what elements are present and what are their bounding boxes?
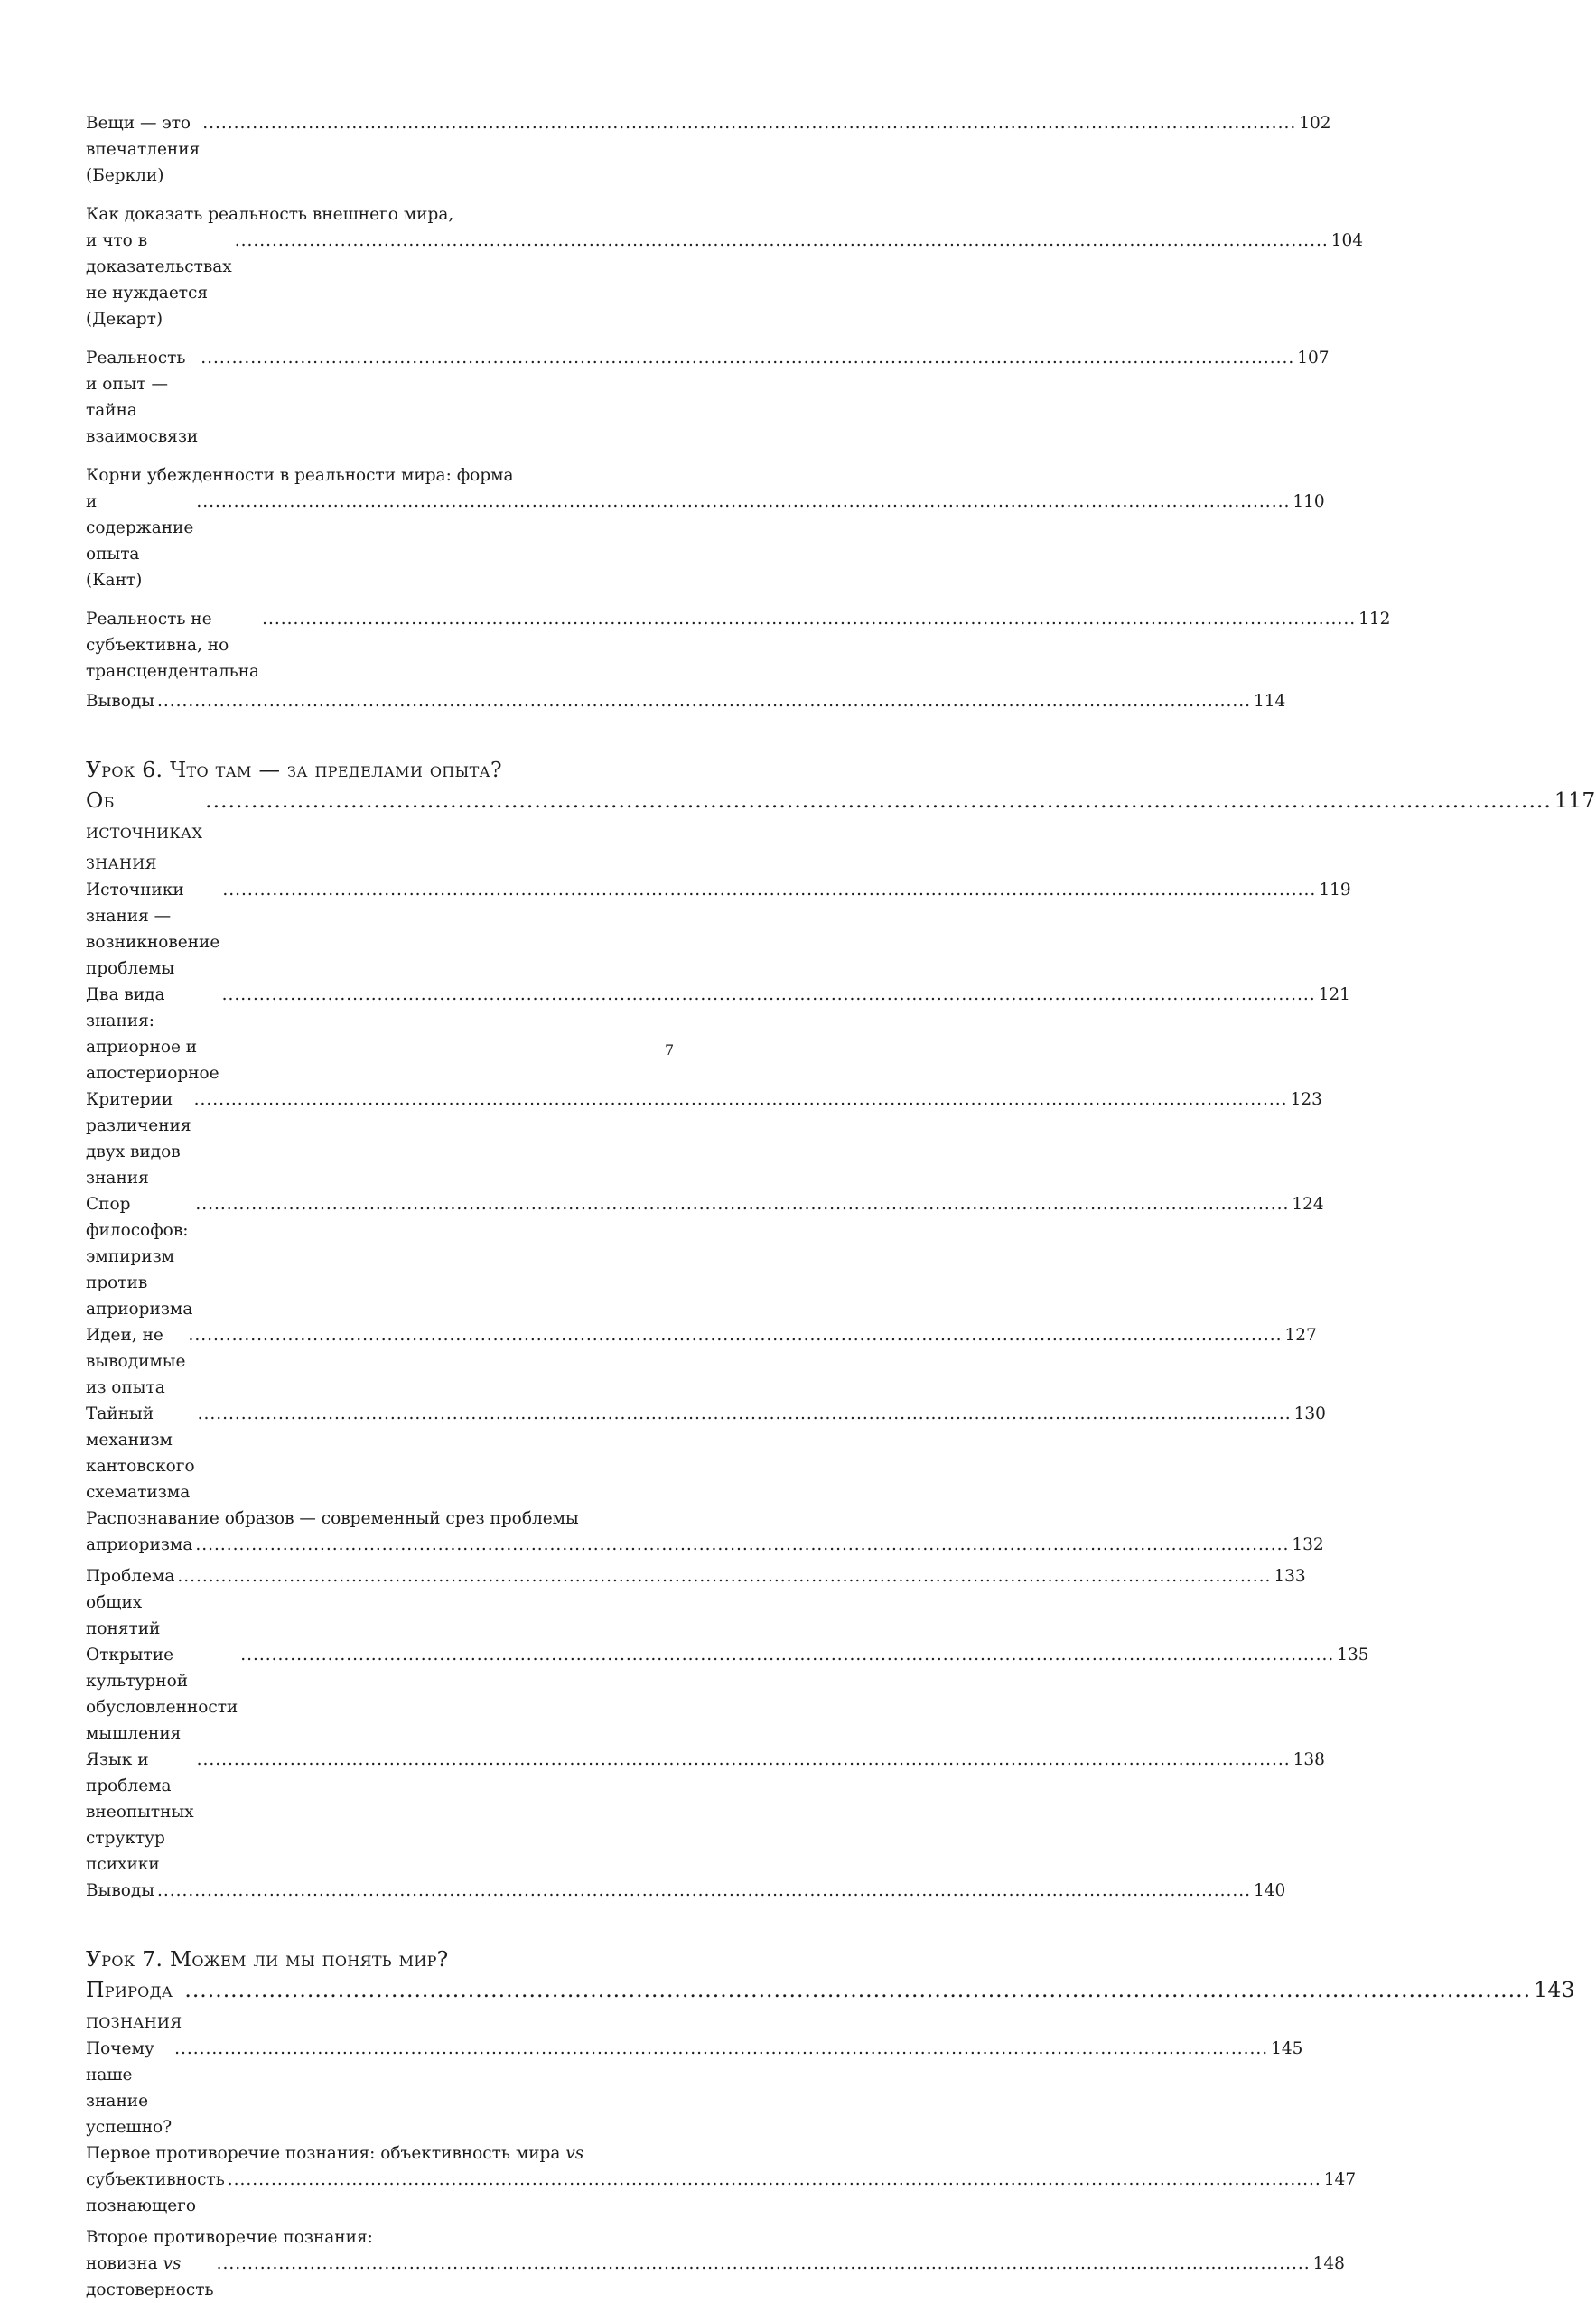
toc-entry-title: Реальность не субъективна, но трансцендентальна bbox=[86, 610, 260, 681]
leader-dots bbox=[235, 228, 1329, 254]
toc-entry-title-line1: Первое противоречие познания: объективность мира vs bbox=[86, 2144, 584, 2163]
toc-entry[interactable] bbox=[86, 2036, 1303, 2140]
leader-dots bbox=[195, 1191, 1289, 1217]
toc-page-number: 124 bbox=[1292, 1195, 1324, 1214]
toc-entry[interactable] bbox=[86, 982, 1350, 1086]
toc-entry-title-line1: Корни убежденности в реальности мира: форма bbox=[86, 466, 514, 485]
toc-entry-title: Реальность и опыт — тайна взаимосвязи bbox=[86, 349, 199, 446]
toc-page-number: 147 bbox=[1323, 2170, 1357, 2189]
toc-entry-title-line1: Второе противоречие познания: bbox=[86, 2228, 373, 2247]
leader-dots bbox=[195, 1532, 1289, 1558]
leader-dots bbox=[188, 1322, 1282, 1348]
toc-page-number: 119 bbox=[1319, 881, 1351, 900]
toc-chapter-entry[interactable] bbox=[86, 1974, 1575, 2036]
toc-page-number: 130 bbox=[1293, 1404, 1326, 1423]
leader-dots bbox=[198, 1401, 1292, 1427]
toc-entry[interactable] bbox=[86, 1642, 1369, 1747]
toc-page-number: 123 bbox=[1290, 1090, 1322, 1109]
toc-entry-title: Источники знания — возникновение проблемы bbox=[86, 881, 220, 978]
toc-page-number: 117 bbox=[1554, 788, 1596, 813]
toc-page-number: 145 bbox=[1271, 2039, 1303, 2058]
toc-page-number: 107 bbox=[1297, 349, 1330, 368]
toc-page-number: 132 bbox=[1292, 1535, 1324, 1554]
leader-dots bbox=[196, 489, 1290, 515]
toc-page-number: 102 bbox=[1299, 114, 1331, 133]
toc-entry[interactable] bbox=[86, 1747, 1325, 1878]
toc-entry[interactable] bbox=[86, 688, 1286, 714]
leader-dots bbox=[201, 345, 1294, 371]
toc-entry-title: Тайный механизм кантовского схематизма bbox=[86, 1404, 195, 1502]
toc-entry-title-line2: и что в доказательствах не нуждается (Декарт) bbox=[86, 231, 232, 329]
leader-dots bbox=[222, 982, 1316, 1008]
leader-dots bbox=[240, 1642, 1334, 1668]
toc-page-number: 114 bbox=[1254, 692, 1286, 711]
leader-dots bbox=[222, 877, 1316, 903]
toc-page-number: 133 bbox=[1274, 1567, 1306, 1586]
leader-dots bbox=[157, 688, 1251, 714]
toc-page-number: 112 bbox=[1358, 610, 1391, 629]
toc-entry[interactable] bbox=[86, 1506, 1324, 1558]
toc-page-number: 135 bbox=[1337, 1646, 1369, 1664]
chapter-title: Природа познания bbox=[86, 1977, 182, 2033]
leader-dots bbox=[194, 1086, 1288, 1113]
toc-page-number: 148 bbox=[1312, 2254, 1345, 2273]
toc-entry[interactable] bbox=[86, 110, 1331, 189]
toc-entry-title: Открытие культурной обусловленности мышления bbox=[86, 1646, 238, 1743]
toc-entry-title-line1: Как доказать реальность внешнего мира, bbox=[86, 205, 454, 224]
toc-page-number: 121 bbox=[1318, 985, 1350, 1004]
toc-entry[interactable] bbox=[86, 1563, 1306, 1642]
toc-page-number: 140 bbox=[1254, 1881, 1286, 1900]
toc-entry[interactable] bbox=[86, 345, 1330, 450]
toc-entry-title: Почему наше знание успешно? bbox=[86, 2039, 173, 2137]
toc-entry-title-line2: субъективность познающего bbox=[86, 2170, 225, 2215]
leader-dots bbox=[217, 2251, 1311, 2277]
toc-entry-title: Спор философов: эмпиризм против априоризма bbox=[86, 1195, 193, 1319]
leader-dots bbox=[262, 606, 1356, 632]
toc-entry-title: Выводы bbox=[86, 1881, 154, 1900]
leader-dots bbox=[205, 785, 1552, 816]
toc-entry-title: Язык и проблема внеопытных структур психики bbox=[86, 1750, 194, 1874]
leader-dots bbox=[197, 1747, 1291, 1773]
table-of-contents bbox=[86, 110, 1596, 2303]
vs-italic: vs bbox=[565, 2144, 584, 2163]
toc-entry-title-line2: априоризма bbox=[86, 1535, 193, 1554]
toc-page-number: 127 bbox=[1284, 1326, 1317, 1345]
vs-italic: vs bbox=[163, 2254, 182, 2273]
toc-entry[interactable] bbox=[86, 877, 1351, 982]
toc-entry[interactable] bbox=[86, 606, 1391, 685]
toc-page-number: 138 bbox=[1293, 1750, 1325, 1769]
toc-entry-title: Проблема общих понятий bbox=[86, 1567, 175, 1638]
toc-chapter-entry[interactable] bbox=[86, 785, 1596, 877]
toc-entry-title-line2: новизна vs достоверность bbox=[86, 2254, 214, 2299]
lesson-heading: Урок 6. Что там — за пределами опыта? bbox=[86, 757, 502, 782]
toc-entry[interactable] bbox=[86, 2140, 1357, 2219]
leader-dots bbox=[202, 110, 1296, 136]
toc-entry[interactable] bbox=[86, 1191, 1324, 1322]
toc-entry[interactable] bbox=[86, 462, 1325, 593]
toc-entry[interactable] bbox=[86, 2224, 1345, 2303]
chapter-title: Об источниках знания bbox=[86, 788, 203, 874]
toc-entry-title: Критерии различения двух видов знания bbox=[86, 1090, 191, 1188]
toc-entry-title: Вещи — это впечатления (Беркли) bbox=[86, 114, 201, 185]
toc-entry[interactable] bbox=[86, 1401, 1326, 1506]
leader-dots bbox=[157, 1878, 1251, 1904]
toc-entry-title: Идеи, не выводимые из опыта bbox=[86, 1326, 186, 1397]
toc-page-number: 104 bbox=[1330, 231, 1364, 250]
leader-dots bbox=[174, 2036, 1268, 2062]
toc-entry[interactable] bbox=[86, 1086, 1322, 1191]
toc-entry-title: Выводы bbox=[86, 692, 154, 711]
leader-dots bbox=[177, 1563, 1271, 1590]
leader-dots bbox=[228, 2167, 1321, 2193]
toc-entry-title: Два вида знания: априорное и апостериорное bbox=[86, 985, 219, 1083]
page-number: 7 bbox=[665, 1041, 675, 1058]
toc-entry-title-line2: и содержание опыта (Кант) bbox=[86, 492, 194, 590]
toc-page-number: 143 bbox=[1534, 1977, 1575, 2002]
lesson-heading: Урок 7. Можем ли мы понять мир? bbox=[86, 1946, 449, 1972]
toc-page-number: 110 bbox=[1293, 492, 1325, 511]
toc-entry-title-line1: Распознавание образов — современный срез проблемы bbox=[86, 1509, 579, 1528]
toc-entry[interactable] bbox=[86, 201, 1364, 332]
toc-entry[interactable] bbox=[86, 1322, 1317, 1401]
leader-dots bbox=[184, 1974, 1531, 2005]
toc-entry[interactable] bbox=[86, 1878, 1286, 1904]
